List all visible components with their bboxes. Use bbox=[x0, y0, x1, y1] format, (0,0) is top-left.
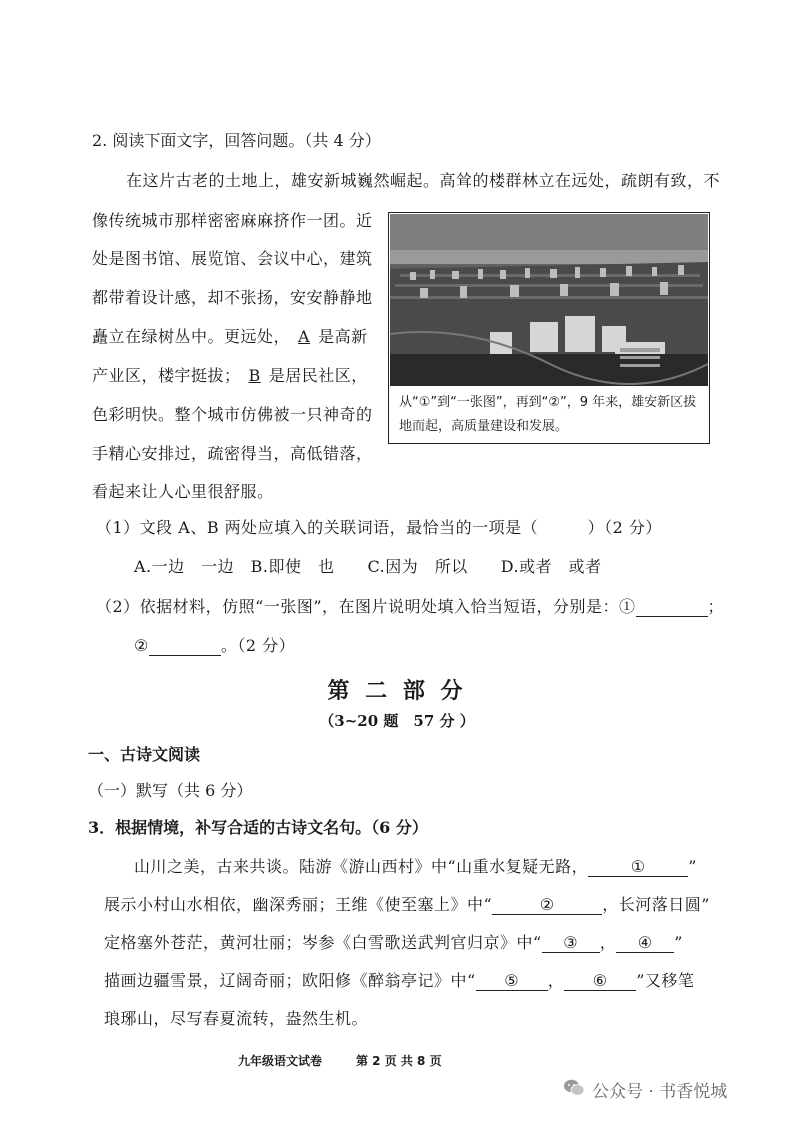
answer-blank-1[interactable] bbox=[636, 597, 708, 617]
photo-figure bbox=[388, 212, 710, 444]
q3-line-2-end: ，长河落日圆” bbox=[602, 895, 710, 914]
answer-blank-2[interactable] bbox=[149, 636, 221, 656]
q3-line-4 bbox=[104, 968, 694, 991]
passage-line-7: 色彩明快。整个城市仿佛被一只神奇的 bbox=[92, 405, 373, 424]
q3-line-3-end: ” bbox=[674, 933, 683, 952]
section1-subheading: （一）默写（共 6 分） bbox=[88, 781, 253, 800]
q3-line-5: 琅琊山，尽写春夏流转，盎然生机。 bbox=[104, 1009, 369, 1028]
q3-blank-1[interactable]: ① bbox=[588, 857, 688, 877]
part2-title: 第 二 部 分 bbox=[327, 678, 467, 704]
q2-sub2-line2 bbox=[134, 633, 295, 656]
passage-line-1: 在这片古老的土地上，雄安新城巍然崛起。高耸的楼群林立在远处，疏朗有致，不 bbox=[126, 171, 721, 190]
q2-sub2-text: （2）依据材料，仿照“一张图”，在图片说明处填入恰当短语，分别是：① bbox=[96, 597, 636, 616]
passage-line-6 bbox=[92, 363, 368, 386]
watermark-text: 公众号 · 书香悦城 bbox=[592, 1082, 728, 1102]
city-photo-graphic bbox=[390, 214, 708, 386]
q3-line-3 bbox=[104, 930, 683, 953]
q3-blank-2[interactable]: ② bbox=[492, 895, 602, 915]
q2-sub1: （1）文段 A、B 两处应填入的关联词语，最恰当的一项是（ ）（2 分） bbox=[96, 518, 662, 537]
q3-line-3-text: 定格塞外苍茫，黄河壮丽；岑参《白雪歌送武判官归京》中“ bbox=[104, 933, 542, 952]
q2-sub2-num: ② bbox=[134, 636, 149, 655]
q3-line-2-text: 展示小村山水相依，幽深秀丽；王维《使至塞上》中“ bbox=[104, 895, 493, 914]
blank-b: B bbox=[248, 366, 261, 385]
part2-subtitle: （3~20 题 57 分 ） bbox=[319, 712, 475, 730]
q3-line-1-end: ” bbox=[688, 857, 697, 876]
passage-line-9: 看起来让人心里很舒服。 bbox=[92, 482, 274, 501]
passage-line-3: 处是图书馆、展览馆、会议中心，建筑 bbox=[92, 249, 373, 268]
q2-sub2-line1 bbox=[96, 594, 724, 617]
passage-line-6-text: 产业区，楼宇挺拔； bbox=[92, 366, 241, 385]
passage-line-6-end: 是居民社区， bbox=[268, 366, 368, 385]
q2-options: A.一边 一边 B.即使 也 C.因为 所以 D.或者 或者 bbox=[134, 557, 602, 576]
q3-blank-3[interactable]: ③ bbox=[542, 933, 600, 953]
q3-blank-4[interactable]: ④ bbox=[616, 933, 674, 953]
q3-line-2 bbox=[104, 892, 710, 915]
q3-line-1 bbox=[134, 854, 697, 877]
section1-heading: 一、古诗文阅读 bbox=[88, 745, 201, 764]
wechat-icon bbox=[563, 1078, 585, 1098]
q2-sub2-end: ； bbox=[707, 597, 725, 616]
passage-line-5 bbox=[92, 324, 368, 347]
q3-line-4-text: 描画边疆雪景，辽阔奇丽；欧阳修《醉翁亭记》中“ bbox=[104, 971, 476, 990]
q3-line-1-text: 山川之美，古来共谈。陆游《游山西村》中“山重水复疑无路， bbox=[134, 857, 589, 876]
q3-blank-6[interactable]: ⑥ bbox=[564, 971, 636, 991]
passage-line-5-text: 矗立在绿树丛中。更远处， bbox=[92, 327, 291, 346]
q3-line-3-sep: ， bbox=[599, 933, 617, 952]
q3-line-4-sep: ， bbox=[547, 971, 565, 990]
passage-line-8: 手精心安排过，疏密得当，高低错落， bbox=[92, 444, 373, 463]
q2-heading: 2. 阅读下面文字，回答问题。（共 4 分） bbox=[92, 131, 381, 150]
q3-blank-5[interactable]: ⑤ bbox=[476, 971, 548, 991]
passage-line-4: 都带着设计感，却不张扬，安安静静地 bbox=[92, 288, 373, 307]
blank-a: A bbox=[298, 327, 311, 346]
footer-page-number: 第 2 页 共 8 页 bbox=[356, 1054, 442, 1068]
passage-line-5-end: 是高新 bbox=[318, 327, 368, 346]
passage-line-2: 像传统城市那样密密麻麻挤作一团。近 bbox=[92, 211, 373, 230]
q3-heading: 3．根据情境，补写合适的古诗文名句。（6 分） bbox=[88, 818, 428, 837]
city-photo bbox=[390, 214, 708, 386]
q3-line-4-end: ”又移笔 bbox=[636, 971, 695, 990]
photo-caption: 从“①”到“一张图”，再到“②”，9 年来，雄安新区拔地而起，高质量建设和发展。 bbox=[399, 395, 697, 434]
q2-sub2-score: 。（2 分） bbox=[220, 636, 296, 655]
footer-exam-name: 九年级语文试卷 bbox=[238, 1054, 323, 1068]
